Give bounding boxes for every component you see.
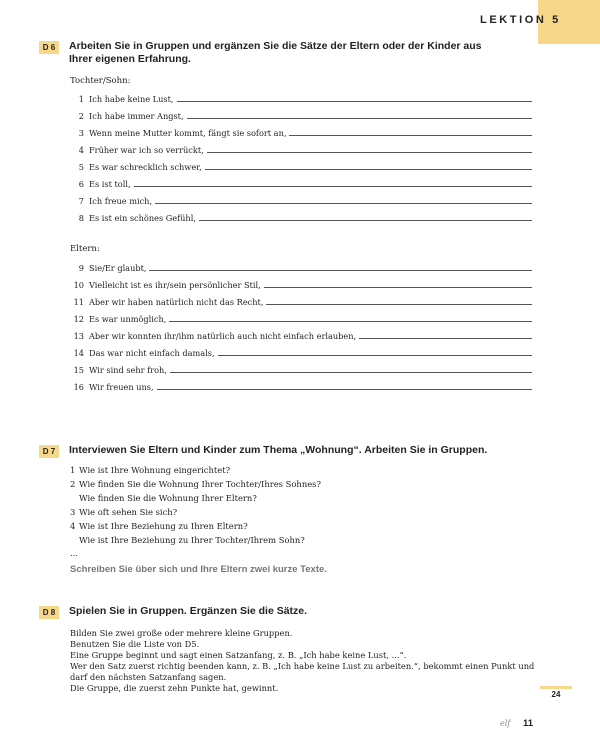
question-text: Wie oft sehen Sie sich? <box>79 507 178 517</box>
item-text: Vielleicht ist es ihr/sein persönlicher Stil, <box>89 280 261 290</box>
d7-question-3 <box>70 507 177 517</box>
d6-item-16 <box>70 378 532 392</box>
answer-line[interactable] <box>169 321 532 322</box>
item-text: Es war schrecklich schwer, <box>89 162 202 172</box>
d7-question-2 <box>70 479 321 489</box>
d8-instruction-6: Die Gruppe, die zuerst zehn Punkte hat, gewinnt. <box>70 683 279 693</box>
question-text: Wie finden Sie die Wohnung Ihrer Tochter/Ihres Sohnes? <box>79 479 321 489</box>
d6-item-8 <box>70 209 532 223</box>
d6-item-11 <box>70 293 532 307</box>
d8-instruction-5: darf den nächsten Satzanfang sagen. <box>70 672 227 682</box>
answer-line[interactable] <box>170 372 532 373</box>
answer-line[interactable] <box>289 135 532 136</box>
d6-item-4 <box>70 141 532 155</box>
item-text: Das war nicht einfach damals, <box>89 348 215 358</box>
item-number: 14 <box>73 348 84 358</box>
answer-line[interactable] <box>134 186 532 187</box>
item-number: 13 <box>73 331 84 341</box>
question-text: Wie ist Ihre Beziehung zu Ihren Eltern? <box>79 521 248 531</box>
item-number: 8 <box>78 213 84 223</box>
d6-item-9 <box>70 259 532 273</box>
question-number: 3 <box>70 507 76 517</box>
d8-instruction-4: Wer den Satz zuerst richtig beenden kann, z. B. „Ich habe keine Lust zu arbeiten.“, bekommt einen Punkt und <box>70 661 535 671</box>
item-text: Es war unmöglich, <box>89 314 167 324</box>
answer-line[interactable] <box>264 287 532 288</box>
d6-item-7 <box>70 192 532 206</box>
question-number: 2 <box>70 479 76 489</box>
item-number: 7 <box>78 196 84 206</box>
d7-question-2-sub: Wie finden Sie die Wohnung Ihrer Eltern? <box>79 493 257 503</box>
d6-group2-label: Eltern: <box>70 244 100 254</box>
answer-line[interactable] <box>199 220 532 221</box>
d6-item-5 <box>70 158 532 172</box>
item-text: Wenn meine Mutter kommt, fängt sie sofort an, <box>89 128 287 138</box>
d8-instruction-2: Benutzen Sie die Liste von D5. <box>70 639 200 649</box>
answer-line[interactable] <box>205 169 532 170</box>
d6-item-13 <box>70 327 532 341</box>
answer-line[interactable] <box>359 338 532 339</box>
d6-title-line2: Ihrer eigenen Erfahrung. <box>69 53 191 65</box>
d6-item-15 <box>70 361 532 375</box>
d7-writing-task: Schreiben Sie über sich und Ihre Eltern zwei kurze Texte. <box>70 564 327 575</box>
item-text: Aber wir haben natürlich nicht das Recht, <box>89 297 264 307</box>
item-text: Es ist ein schönes Gefühl, <box>89 213 196 223</box>
d6-item-10 <box>70 276 532 290</box>
item-number: 11 <box>73 297 84 307</box>
d7-question-4-sub: Wie ist Ihre Beziehung zu Ihrer Tochter/Ihrem Sohn? <box>79 535 305 545</box>
d6-item-2 <box>70 107 532 121</box>
answer-line[interactable] <box>155 203 532 204</box>
d7-question-1 <box>70 465 230 475</box>
item-text: Ich habe immer Angst, <box>89 111 184 121</box>
answer-line[interactable] <box>157 389 532 390</box>
d6-item-12 <box>70 310 532 324</box>
section-tag-d8: D 8 <box>39 606 59 619</box>
section-tag-d6: D 6 <box>39 41 59 54</box>
item-number: 4 <box>78 145 84 155</box>
item-text: Es ist toll, <box>89 179 131 189</box>
item-text: Aber wir konnten ihr/ihm natürlich auch nicht einfach erlauben, <box>89 331 357 341</box>
item-number: 5 <box>78 162 84 172</box>
item-number: 16 <box>73 382 84 392</box>
answer-line[interactable] <box>177 101 533 102</box>
d7-question-4 <box>70 521 248 531</box>
footer-logo: elf <box>500 719 511 728</box>
d6-title-line1: Arbeiten Sie in Gruppen und ergänzen Sie die Sätze der Eltern oder der Kinder aus <box>69 40 482 52</box>
answer-line[interactable] <box>187 118 532 119</box>
item-text: Ich habe keine Lust, <box>89 94 174 104</box>
d6-group1-label: Tochter/Sohn: <box>70 76 131 86</box>
question-number: 4 <box>70 521 76 531</box>
item-number: 9 <box>78 263 84 273</box>
d7-ellipsis: ... <box>70 548 78 558</box>
question-number: 1 <box>70 465 76 475</box>
item-text: Ich freue mich, <box>89 196 153 206</box>
item-number: 10 <box>73 280 84 290</box>
item-number: 12 <box>73 314 84 324</box>
d6-item-1 <box>70 90 532 104</box>
d6-item-3 <box>70 124 532 138</box>
answer-line[interactable] <box>266 304 532 305</box>
d6-item-6 <box>70 175 532 189</box>
answer-line[interactable] <box>149 270 532 271</box>
badge-strip <box>540 686 572 689</box>
question-text: Wie ist Ihre Wohnung eingerichtet? <box>79 465 231 475</box>
item-text: Sie/Er glaubt, <box>89 263 147 273</box>
badge-number: 24 <box>551 690 561 699</box>
section-tag-d7: D 7 <box>39 445 59 458</box>
lektion-heading: LEKTION 5 <box>480 14 561 26</box>
item-text: Wir sind sehr froh, <box>89 365 167 375</box>
item-text: Wir freuen uns, <box>89 382 154 392</box>
item-number: 6 <box>78 179 84 189</box>
workbook-reference-badge <box>540 686 572 702</box>
d8-instruction-3: Eine Gruppe beginnt und sagt einen Satzanfang, z. B. „Ich habe keine Lust, ...“. <box>70 650 407 660</box>
d8-instruction-1: Bilden Sie zwei große oder mehrere kleine Gruppen. <box>70 628 293 638</box>
item-text: Früher war ich so verrückt, <box>89 145 204 155</box>
answer-line[interactable] <box>207 152 532 153</box>
d6-item-14 <box>70 344 532 358</box>
page-number: 11 <box>523 718 534 729</box>
d8-title: Spielen Sie in Gruppen. Ergänzen Sie die Sätze. <box>69 605 308 617</box>
item-number: 2 <box>78 111 84 121</box>
d7-title: Interviewen Sie Eltern und Kinder zum Thema „Wohnung“. Arbeiten Sie in Gruppen. <box>69 444 488 456</box>
item-number: 15 <box>73 365 84 375</box>
item-number: 3 <box>78 128 84 138</box>
answer-line[interactable] <box>218 355 532 356</box>
item-number: 1 <box>78 94 84 104</box>
